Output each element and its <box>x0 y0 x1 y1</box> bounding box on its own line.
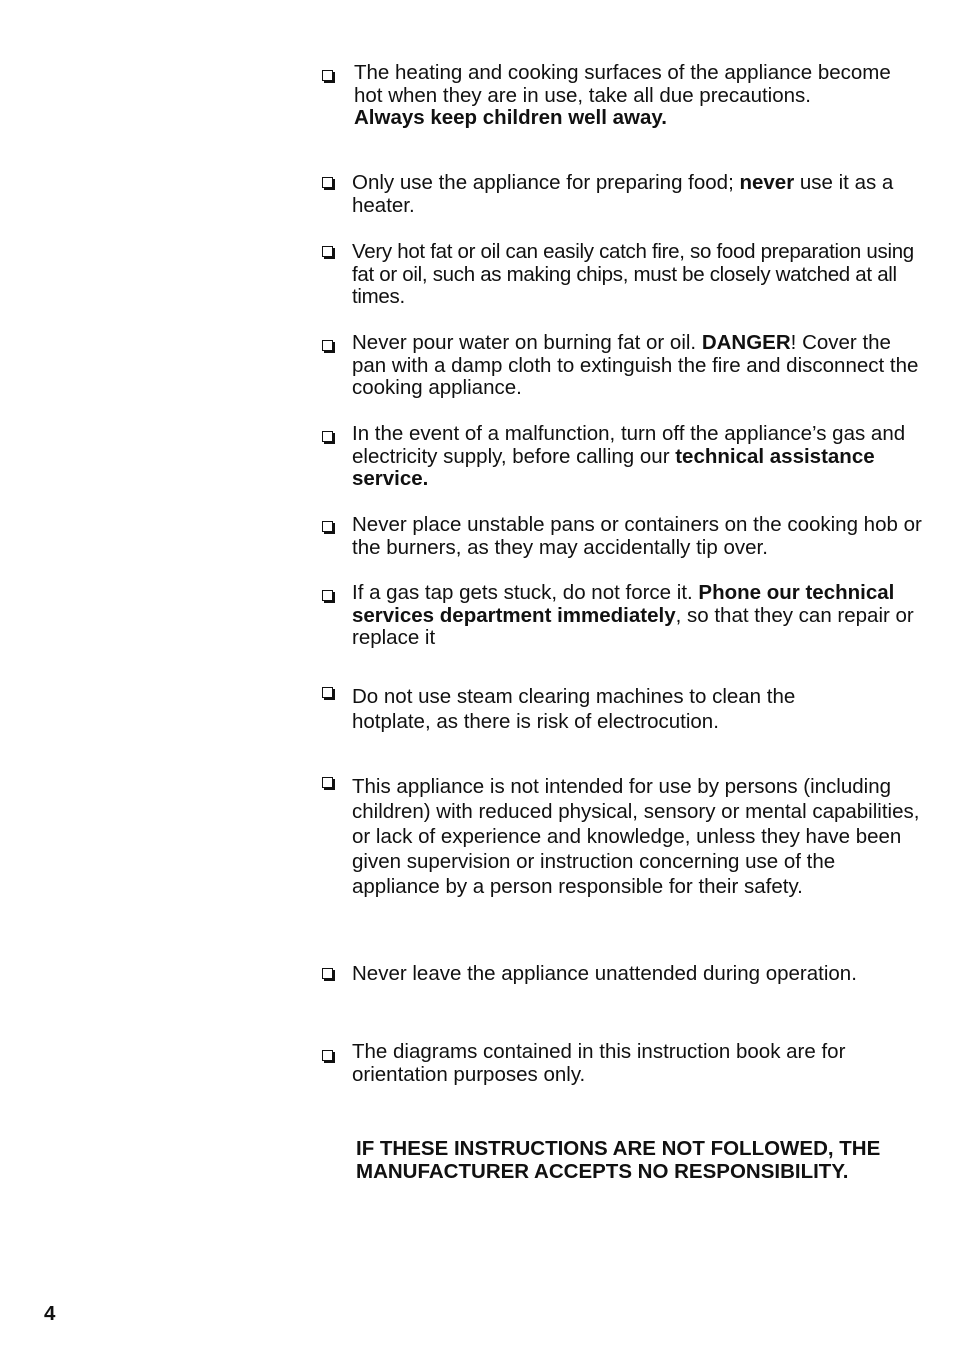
page-number: 4 <box>44 1302 56 1325</box>
manufacturer-disclaimer: IF THESE INSTRUCTIONS ARE NOT FOLLOWED, THE MANUFACTURER ACCEPTS NO RESPONSIBILITY. <box>356 1137 881 1183</box>
list-item-text: In the event of a malfunction, turn off the appliance’s gas and electricity supply, before calling our technical assistance service. <box>352 422 906 491</box>
checkbox-icon <box>322 1050 333 1061</box>
checkbox-icon <box>322 687 333 698</box>
list-item-text: Very hot fat or oil can easily catch fire, so food preparation using fat or oil, such as making chips, must be closely watched at all times. <box>352 240 914 309</box>
checkbox-icon <box>322 777 333 788</box>
checkbox-icon <box>322 521 333 532</box>
list-item-text: Never place unstable pans or containers on the cooking hob or the burners, as they may accidentally tip over. <box>352 513 922 559</box>
checkbox-icon <box>322 70 333 81</box>
checkbox-icon <box>322 431 333 442</box>
checkbox-icon <box>322 246 333 257</box>
list-item-text: The diagrams contained in this instruction book are for orientation purposes only. <box>352 1040 846 1086</box>
checkbox-icon <box>322 340 333 351</box>
list-item-text: If a gas tap gets stuck, do not force it. Phone our technical services department immediately, so that they can repair or replace it <box>352 581 914 650</box>
list-item-text: This appliance is not intended for use by persons (including children) with reduced physical, sensory or mental capabilities, or lack of experience and knowledge, unless they have been given supervision or instruction concerning use of the appliance by a person responsible for their safety. <box>352 775 920 898</box>
list-item-text: Never leave the appliance unattended during operation. <box>352 962 857 985</box>
checkbox-icon <box>322 177 333 188</box>
list-item-text: Do not use steam clearing machines to clean the hotplate, as there is risk of electrocution. <box>352 685 796 733</box>
checkbox-icon <box>322 968 333 979</box>
list-item-text: Never pour water on burning fat or oil. DANGER! Cover the pan with a damp cloth to extinguish the fire and disconnect the cooking appliance. <box>352 331 919 400</box>
list-item-text: Only use the appliance for preparing food; never use it as a heater. <box>352 171 894 217</box>
checkbox-icon <box>322 590 333 601</box>
list-item-text: The heating and cooking surfaces of the appliance become hot when they are in use, take all due precautions. Always keep children well away. <box>354 61 891 130</box>
